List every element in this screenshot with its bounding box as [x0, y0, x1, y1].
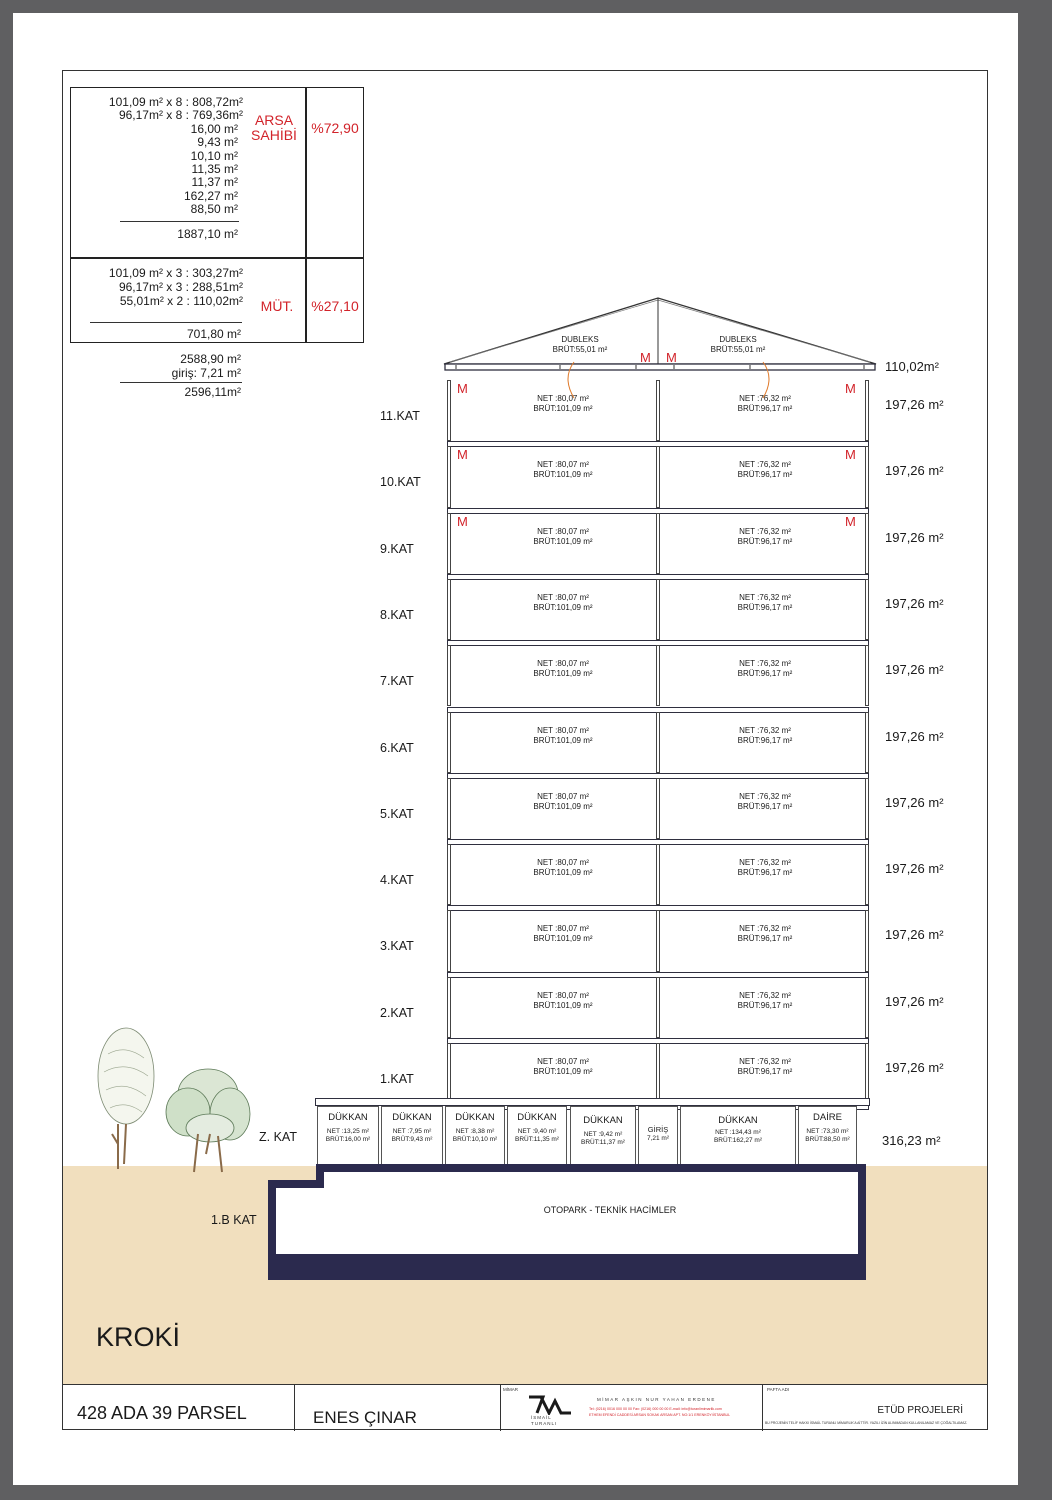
tb-parcel-cell: [63, 1385, 295, 1431]
unit-gross: BRÜT:88,50 m²: [805, 1136, 850, 1143]
exterior-wall: [865, 977, 869, 1038]
contractor-label: MÜT.: [260, 298, 294, 314]
unit-net: NET :76,32 m²: [739, 791, 791, 801]
unit-net: NET :80,07 m²: [537, 990, 589, 1000]
sum-line: [120, 221, 239, 222]
sum-line: [120, 382, 242, 383]
ground-unit: [798, 1106, 857, 1165]
ground-unit: [507, 1106, 567, 1165]
unit-gross: BRÜT:162,27 m²: [713, 1137, 763, 1144]
party-wall: [656, 645, 660, 706]
unit-gross: BRÜT:101,09 m²: [533, 801, 593, 811]
area-line: 16,00 m²: [190, 122, 238, 136]
apartment-unit-right: [705, 1057, 825, 1077]
floor-label: 5.KAT: [380, 806, 414, 821]
m-mark: M: [457, 513, 468, 529]
tb-sheet-cell: [763, 1385, 987, 1431]
contact-line: Tel: (0216) 0016 000 00 00 Fax: (0216) 000 00 00 E-mail: info@turanlimimarlik.com: [589, 1407, 722, 1411]
area-line: 88,50 m²: [190, 202, 238, 216]
party-wall: [656, 513, 660, 574]
unit-gross: BRÜT:10,10 m²: [452, 1136, 498, 1143]
contractor-percent: %27,10: [311, 298, 359, 314]
floor-label: 6.KAT: [380, 740, 414, 755]
apartment-unit-right: [705, 858, 825, 878]
floor-total: 197,26 m²: [885, 1060, 944, 1075]
unit-net: NET :76,32 m²: [739, 592, 791, 602]
tb-architect-cell: [501, 1385, 763, 1431]
m-mark: M: [845, 381, 856, 396]
owner-label-line: ARSA: [254, 112, 294, 128]
party-wall: [656, 910, 660, 971]
unit-gross: BRÜT:101,09 m²: [533, 536, 593, 546]
unit-net: NET :8,38 m²: [455, 1128, 495, 1135]
unit-gross: BRÜT:101,09 m²: [533, 934, 593, 944]
unit-net: NET :76,32 m²: [739, 924, 791, 934]
exterior-wall: [865, 778, 869, 839]
floor-total: 316,23 m²: [882, 1133, 941, 1148]
apartment-unit-right: [705, 659, 825, 679]
owner-name: ENES ÇINAR: [313, 1408, 417, 1427]
floor-label: 3.KAT: [380, 939, 414, 954]
exterior-wall: [865, 513, 869, 574]
exterior-wall: [447, 977, 451, 1038]
area-line: 96,17m² x 8 : 769,36m²: [118, 108, 243, 122]
unit-gross: BRÜT:101,09 m²: [533, 735, 593, 745]
exterior-wall: [447, 446, 451, 507]
basement-content: OTOPARK - TEKNİK HACİMLER: [543, 1205, 677, 1215]
apartment-unit-left: [503, 858, 623, 878]
roof-section: [440, 294, 880, 374]
floor-total: 197,26 m²: [885, 662, 944, 678]
company-line: TURANLI: [531, 1421, 558, 1426]
ground-unit: [570, 1106, 636, 1165]
apartment-unit-left: [503, 460, 623, 480]
party-wall: [656, 712, 660, 773]
unit-name: DÜKKAN: [455, 1112, 495, 1123]
exterior-wall: [447, 844, 451, 905]
roof-unit-title: DUBLEKS: [561, 335, 599, 344]
unit-name: DÜKKAN: [392, 1112, 432, 1123]
title-block: [63, 1384, 987, 1431]
unit-net: NET :76,32 m²: [739, 394, 791, 403]
m-mark: M: [845, 447, 856, 463]
unit-name: DÜKKAN: [583, 1115, 623, 1126]
unit-name: DÜKKAN: [517, 1112, 557, 1123]
sum-line: [90, 322, 242, 323]
floor-label: 11.KAT: [380, 409, 420, 423]
party-wall: [656, 446, 660, 507]
area-line: 55,01m² x 2 : 110,02m²: [119, 294, 243, 308]
unit-net: NET :76,32 m²: [739, 460, 791, 470]
exterior-wall: [865, 579, 869, 640]
m-mark: M: [845, 513, 856, 529]
unit-net: NET :80,07 m²: [537, 592, 589, 602]
apartment-unit-left: [503, 792, 623, 812]
unit-gross: BRÜT:96,17 m²: [737, 1000, 793, 1010]
ground-unit: [317, 1106, 379, 1165]
floor-label: 9.KAT: [380, 541, 414, 556]
floor-total: 197,26 m²: [885, 861, 944, 877]
ground-unit: [381, 1106, 443, 1165]
unit-net: NET :73,30 m²: [806, 1128, 849, 1135]
entrance-area: giriş: 7,21 m²: [171, 366, 241, 380]
unit-net: NET :9,42 m²: [583, 1131, 623, 1138]
unit-net: NET :76,32 m²: [739, 858, 791, 868]
exterior-wall: [447, 380, 451, 441]
unit-gross: BRÜT:101,09 m²: [533, 868, 593, 878]
roof-unit-area: BRÜT:55,01 m²: [710, 345, 766, 354]
parcel-text: 428 ADA 39 PARSEL: [77, 1403, 247, 1423]
unit-net: NET :80,07 m²: [537, 526, 589, 536]
unit-net: NET :80,07 m²: [537, 725, 589, 735]
apartment-unit-right: [705, 726, 825, 746]
ground-unit: [445, 1106, 505, 1165]
unit-name: GİRİŞ: [647, 1125, 669, 1134]
floor-label: Z. KAT: [259, 1130, 297, 1144]
unit-net: NET :7,95 m²: [392, 1128, 432, 1135]
apartment-unit-left: [503, 394, 623, 414]
sum-total: 2588,90 m²: [180, 352, 241, 366]
ground-floor-slab: [315, 1098, 870, 1106]
exterior-wall: [865, 910, 869, 971]
party-wall: [656, 579, 660, 640]
floor-label: 4.KAT: [380, 873, 414, 888]
area-line: 10,10 m²: [190, 149, 238, 163]
exterior-wall: [865, 1043, 869, 1104]
floor-total: 197,26 m²: [885, 993, 944, 1009]
apartment-unit-right: [705, 460, 825, 480]
unit-gross: BRÜT:16,00 m²: [325, 1136, 371, 1143]
apartment-unit-left: [503, 659, 623, 679]
unit-net: NET :80,07 m²: [537, 924, 589, 934]
area-line: 11,35 m²: [191, 162, 238, 176]
grand-total: 2596,11m²: [184, 385, 241, 399]
unit-net: NET :134,43 m²: [715, 1129, 761, 1136]
party-wall: [656, 977, 660, 1038]
exterior-wall: [447, 645, 451, 706]
ground-unit-entrance: [638, 1106, 678, 1165]
floor-total: 197,26 m²: [885, 397, 944, 412]
exterior-wall: [447, 712, 451, 773]
unit-gross: BRÜT:96,17 m²: [737, 934, 793, 944]
exterior-wall: [447, 513, 451, 574]
owner-percent: %72,90: [311, 120, 359, 136]
unit-net: NET :80,07 m²: [537, 460, 589, 470]
company-line: İSMAİL: [531, 1415, 552, 1420]
area-line: 101,09 m² x 3 : 303,27m²: [108, 266, 243, 280]
apartment-unit-left: [503, 1057, 623, 1077]
apartment-unit-right: [705, 593, 825, 613]
unit-gross: BRÜT:96,17 m²: [737, 801, 793, 811]
party-wall: [656, 778, 660, 839]
exterior-wall: [447, 778, 451, 839]
drawing-title: KROKİ: [96, 1322, 181, 1352]
exterior-wall: [865, 712, 869, 773]
floor-label: 10.KAT: [380, 475, 421, 490]
floor-total: 197,26 m²: [885, 728, 944, 744]
area-line: 9,43 m²: [197, 135, 238, 149]
table-divider: [70, 257, 364, 259]
apartment-unit-right: [705, 792, 825, 812]
floor-label: 7.KAT: [380, 674, 414, 689]
m-mark: M: [457, 447, 468, 463]
unit-net: NET :76,32 m²: [739, 526, 791, 536]
unit-gross: BRÜT:101,09 m²: [533, 1067, 593, 1076]
owner-label: [248, 113, 300, 143]
contractor-total: 701,80 m²: [186, 327, 241, 341]
unit-gross: BRÜT:101,09 m²: [533, 404, 593, 413]
architect-label: MİMAR: [503, 1387, 518, 1392]
sheet-label: PAFTA ADI: [767, 1387, 790, 1392]
floor-total: 197,26 m²: [885, 529, 944, 545]
unit-net: NET :80,07 m²: [537, 1057, 589, 1066]
exterior-wall: [865, 380, 869, 441]
unit-gross: BRÜT:96,17 m²: [737, 669, 793, 679]
unit-gross: BRÜT:96,17 m²: [737, 868, 793, 878]
unit-gross: BRÜT:96,17 m²: [737, 470, 793, 480]
roof-total: 110,02m²: [885, 359, 939, 374]
unit-net: NET :76,32 m²: [739, 659, 791, 669]
party-wall: [656, 1043, 660, 1104]
apartment-unit-left: [503, 924, 623, 944]
owner-label-line: SAHİBİ: [251, 127, 297, 143]
apartment-unit-left: [503, 726, 623, 746]
exterior-wall: [447, 579, 451, 640]
architect-name: MİMAR AŞKIN NUR YAHAN ERDENE: [597, 1397, 716, 1402]
unit-net: NET :80,07 m²: [537, 858, 589, 868]
unit-net: NET :80,07 m²: [537, 791, 589, 801]
apartment-unit-right: [705, 991, 825, 1011]
apartment-unit-right: [705, 924, 825, 944]
disclaimer: BU PROJENİN TELİF HAKKI İSMAİL TURANLI MİMARLIK'A AİTTİR. YAZILI İZİN ALINMADAN KULLANILAMAZ VE ÇOĞALTILAMAZ.: [765, 1421, 968, 1425]
ground-unit: [680, 1106, 796, 1165]
unit-gross: BRÜT:96,17 m²: [737, 404, 793, 413]
apartment-unit-right: [705, 394, 825, 414]
unit-gross: BRÜT:9,43 m²: [391, 1136, 433, 1143]
unit-gross: BRÜT:101,09 m²: [533, 669, 593, 679]
party-wall: [656, 380, 660, 441]
area-line: 101,09 m² x 8 : 808,72m²: [108, 95, 243, 109]
unit-gross: BRÜT:96,17 m²: [737, 602, 793, 612]
unit-gross: BRÜT:96,17 m²: [737, 735, 793, 745]
floor-label: 1.KAT: [380, 1072, 414, 1086]
unit-net: NET :9,40 m²: [517, 1128, 557, 1135]
unit-net: NET :80,07 m²: [537, 659, 589, 669]
exterior-wall: [447, 1043, 451, 1104]
apartment-unit-right: [705, 527, 825, 547]
party-wall: [656, 844, 660, 905]
unit-gross: BRÜT:101,09 m²: [533, 602, 593, 612]
m-mark: M: [457, 381, 468, 396]
exterior-wall: [865, 844, 869, 905]
unit-net: NET :76,32 m²: [739, 725, 791, 735]
roof-unit-right: [678, 335, 798, 355]
tree-icon: [88, 1024, 268, 1174]
unit-name: DÜKKAN: [718, 1115, 758, 1126]
company-logo-icon: [527, 1391, 573, 1415]
floor-total: 197,26 m²: [885, 595, 944, 611]
floor-label: 8.KAT: [380, 607, 414, 622]
unit-gross: BRÜT:11,37 m²: [581, 1139, 625, 1146]
area-line: 162,27 m²: [183, 189, 238, 203]
basement-section: [262, 1160, 874, 1284]
floor-total: 197,26 m²: [885, 794, 944, 810]
floor-label: 2.KAT: [380, 1005, 414, 1020]
unit-net: NET :76,32 m²: [739, 990, 791, 1000]
unit-gross: BRÜT:101,09 m²: [533, 1000, 593, 1010]
area-line: 96,17m² x 3 : 288,51m²: [118, 280, 243, 294]
unit-gross: BRÜT:11,35 m²: [515, 1136, 559, 1143]
apartment-unit-left: [503, 593, 623, 613]
roof-unit-left: [520, 335, 640, 355]
unit-gross: BRÜT:96,17 m²: [737, 1067, 793, 1076]
roof-unit-area: BRÜT:55,01 m²: [552, 345, 608, 354]
unit-name: DÜKKAN: [328, 1112, 368, 1123]
apartment-unit-left: [503, 991, 623, 1011]
contact-line: ETHEM EFENDİ CADDESİ ARSAN SOKAK ARSAN APT. NO:1/1 ERENKÖY/İSTANBUL: [589, 1413, 731, 1417]
unit-net: NET :76,32 m²: [739, 1057, 791, 1066]
floor-total: 197,26 m²: [885, 463, 944, 479]
unit-net: NET :80,07 m²: [537, 394, 589, 403]
owner-total: 1887,10 m²: [177, 227, 238, 241]
unit-gross: BRÜT:101,09 m²: [533, 470, 593, 480]
tb-owner-cell: [295, 1385, 501, 1431]
floor-total: 197,26 m²: [885, 927, 944, 943]
sheet-name: ETÜD PROJELERİ: [877, 1405, 963, 1416]
floor-label: 1.B KAT: [211, 1213, 257, 1227]
unit-net: NET :13,25 m²: [326, 1128, 370, 1135]
exterior-wall: [447, 910, 451, 971]
unit-name: DAİRE: [812, 1112, 843, 1123]
apartment-unit-left: [503, 527, 623, 547]
unit-net: 7,21 m²: [646, 1135, 670, 1142]
area-line: 11,37 m²: [191, 175, 238, 189]
m-mark: M: [640, 350, 651, 365]
exterior-wall: [865, 446, 869, 507]
roof-unit-title: DUBLEKS: [719, 335, 757, 344]
m-mark: M: [666, 350, 677, 365]
unit-gross: BRÜT:96,17 m²: [737, 536, 793, 546]
exterior-wall: [865, 645, 869, 706]
